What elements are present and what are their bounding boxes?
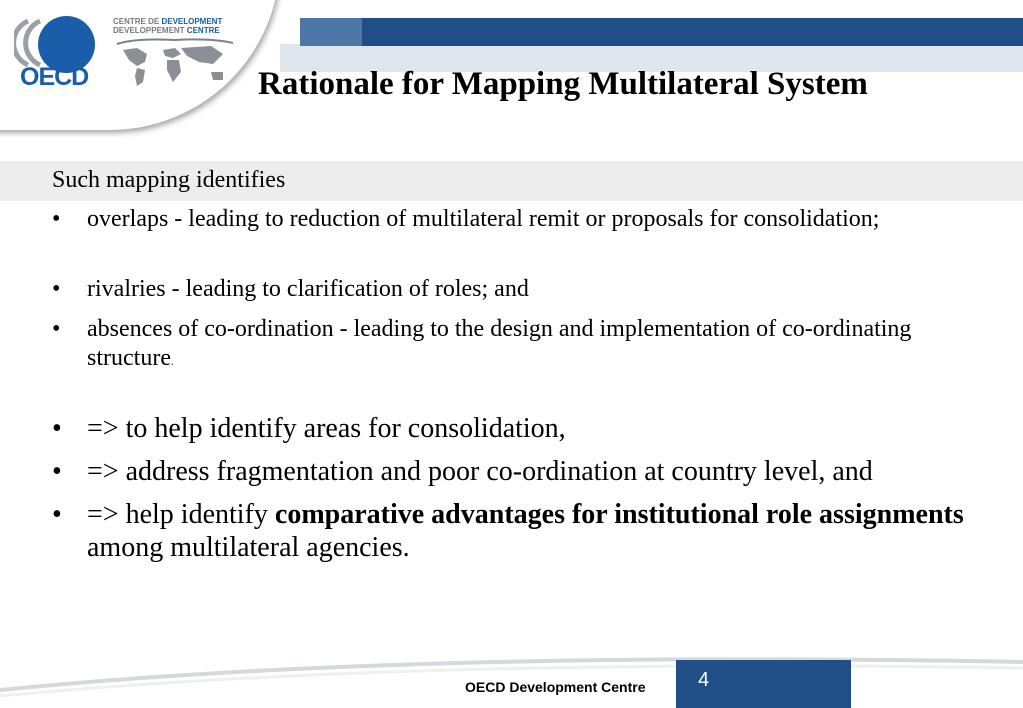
footer-label: OECD Development Centre bbox=[465, 679, 646, 695]
header-band-dark bbox=[360, 18, 1023, 46]
bullet-text: absences of co-ordination - leading to the design and implementation of co-ordinating structure. bbox=[87, 316, 912, 371]
header-band-mid bbox=[300, 18, 362, 46]
bullet-text: overlaps - leading to reduction of multilateral remit or proposals for consolidation; bbox=[87, 206, 880, 232]
page-number: 4 bbox=[698, 669, 710, 691]
bullet-text: => address fragmentation and poor co-ordination at country level, and bbox=[87, 456, 873, 487]
bullet-glyph: • bbox=[52, 456, 62, 487]
bullet-glyph: • bbox=[52, 499, 62, 530]
footer-swoosh bbox=[0, 640, 1023, 708]
list-item bbox=[52, 455, 982, 491]
intro-text: Such mapping identifies bbox=[52, 167, 286, 193]
list-item bbox=[52, 275, 982, 307]
list-item bbox=[52, 412, 982, 448]
bullet-glyph: • bbox=[52, 206, 61, 232]
world-map-icon bbox=[115, 38, 235, 90]
oecd-wordmark: OECD bbox=[20, 63, 89, 91]
bullet-text: rivalries - leading to clarification of roles; and bbox=[87, 276, 529, 302]
bullet-glyph: • bbox=[52, 413, 62, 444]
list-item bbox=[52, 498, 982, 568]
list-item bbox=[52, 315, 982, 377]
dev-centre-name: CENTRE DE DEVELOPMENT DEVELOPPEMENT CENTRE bbox=[113, 17, 223, 35]
bullet-text: => help identify comparative advantages for institutional role assignments among multilateral agencies. bbox=[87, 499, 964, 563]
bullet-glyph: • bbox=[52, 316, 61, 342]
slide-title: Rationale for Mapping Multilateral System bbox=[258, 66, 868, 102]
bullet-glyph: • bbox=[52, 276, 61, 302]
bullet-text: => to help identify areas for consolidation, bbox=[87, 413, 566, 444]
list-item bbox=[52, 205, 982, 267]
